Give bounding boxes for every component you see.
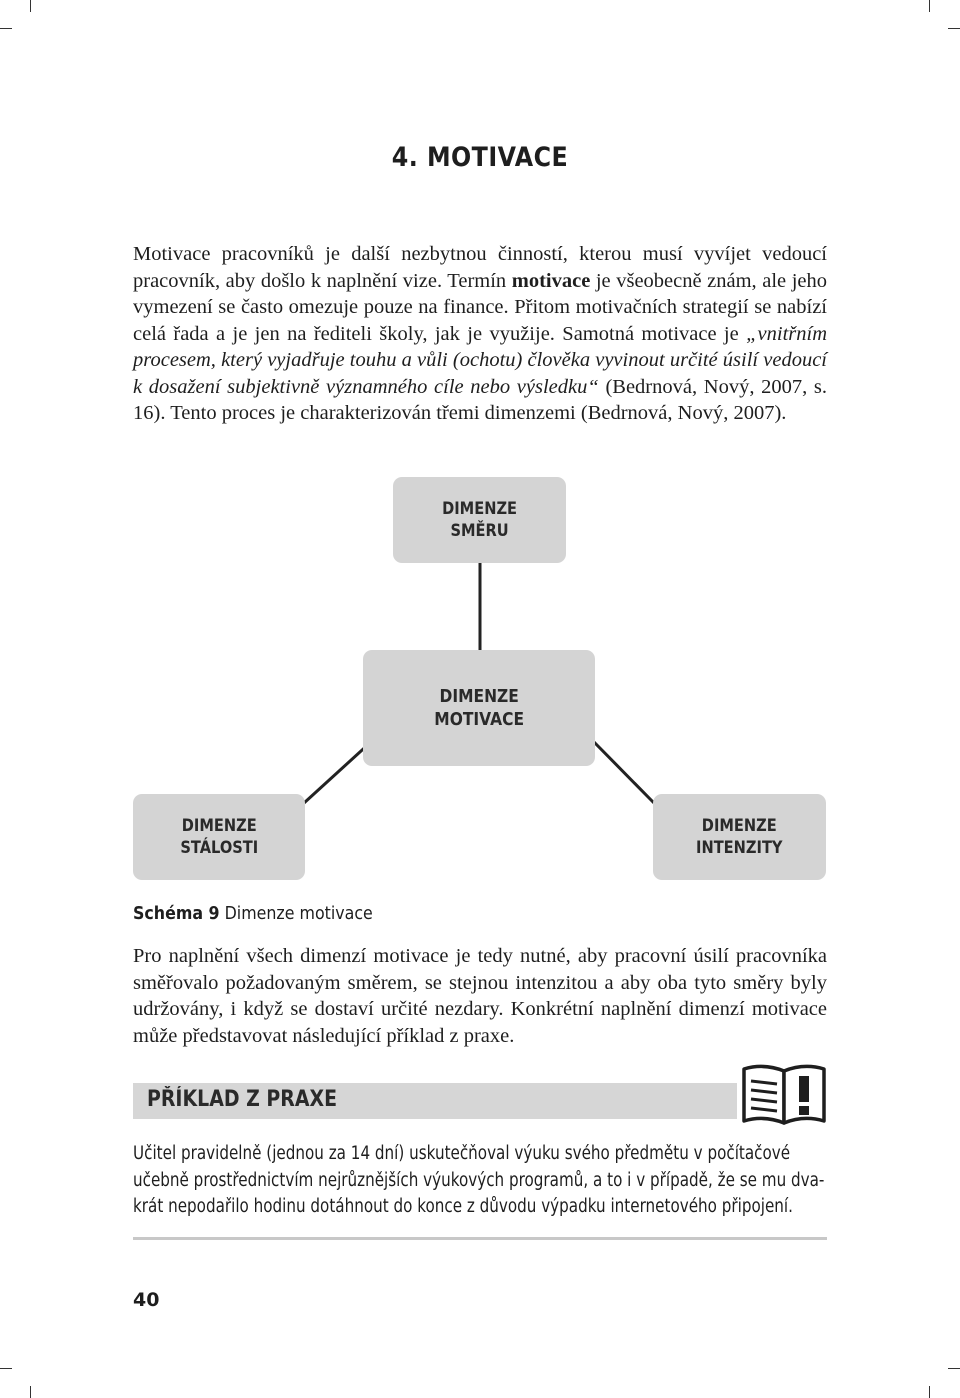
example-text [133,1141,827,1221]
crop-mark [30,1386,31,1398]
crop-mark [0,1368,12,1369]
intro-text-part3: (Bedrnová, Nový, 2007, s. 16). Tento proces je charakterizován třemi dimenzemi (Bedrnová, Nový, 2007). [133,375,827,424]
intro-text-part1: Motivace pracovníků je další nezbytnou činností, kterou musí vyvíjet vedoucí pracovník, aby došlo k naplnění vize. Termín [133,243,827,292]
example-line: Učitel pravidelně (jednou za 14 dní) uskutečňoval výuku svého předmětu v počítačové [133,1143,791,1164]
connector-right [593,741,654,803]
open-book-exclamation-icon [740,1063,828,1127]
intro-text-part2: je všeobecně znám, ale jeho vymezení se často omezuje pouze na finance. Přitom motivačních strategií se nabízí celá řada a je jen na řediteli školy, jak je využije. Samotná motivace je [133,269,828,345]
caption-label: Schéma 9 [133,903,220,924]
node-dimenze-stalosti: DIMENZE STÁLOSTI [133,794,305,880]
page-number: 40 [133,1289,160,1311]
crop-mark [929,1386,930,1398]
caption-text: Dimenze motivace [224,903,373,924]
chapter-title: 4. MOTIVACE [391,142,569,173]
example-heading-bar [133,1083,737,1119]
definition-quote: „vnitřním procesem, který vyjadřuje touhu a vůli (ochotu) člověka vyvinout určité úsilí vedoucí k dosažení subjektivně významného cíle nebo výsledku“ [133,322,827,398]
second-paragraph: Pro naplnění všech dimenzí motivace je tedy nutné, aby pracovní úsilí pracovníka směřovalo požadovaným směrem, se stejnou intenzitou a aby oba tyto směry byly udržovány, i když se dostaví určité nezdary. Konkrétní naplnění dimenzí motivace může představovat následující příklad z praxe. [133,945,827,1047]
example-heading: PŘÍKLAD Z PRAXE [147,1087,338,1112]
connector-left [304,741,372,803]
node-dimenze-motivace: DIMENZE MOTIVACE [363,650,595,766]
example-line: krát nepodařilo hodinu dotáhnout do konce z důvodu výpadku internetového připojení. [133,1196,793,1217]
node-dimenze-smeru: DIMENZE SMĚRU [393,477,566,563]
term-motivace: motivace [511,269,591,292]
example-line: učebně prostřednictvím nejrůznějších výukových programů, a to i v případě, že se mu dva- [133,1169,825,1191]
example-bottom-rule [133,1237,827,1240]
node-dimenze-intenzity: DIMENZE INTENZITY [653,794,826,880]
crop-mark [948,1368,960,1369]
figure-caption [133,903,373,924]
